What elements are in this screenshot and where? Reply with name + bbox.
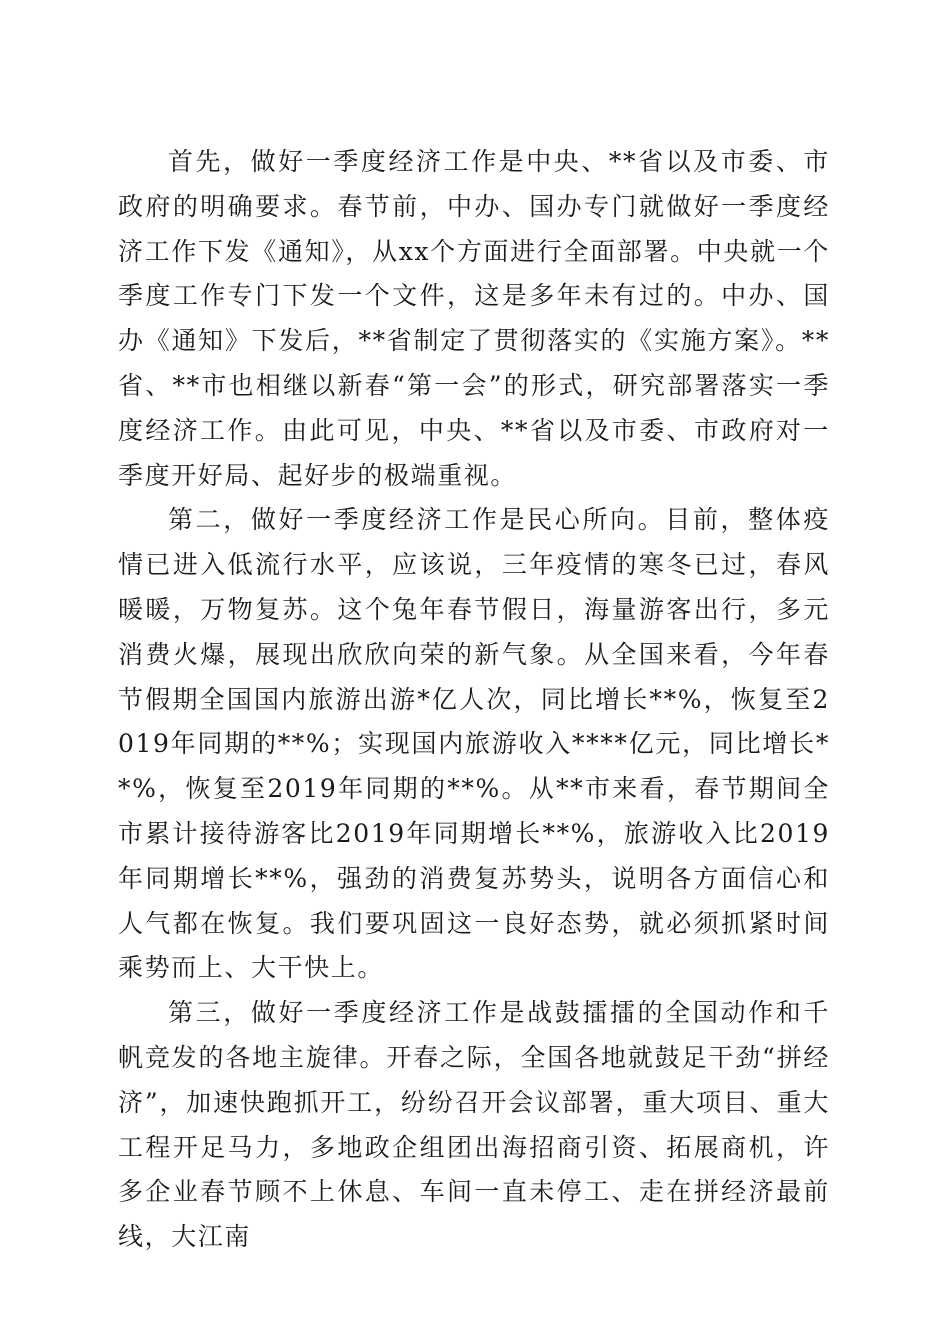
paragraph-3: 第三，做好一季度经济工作是战鼓擂擂的全国动作和千帆竞发的各地主旋律。开春之际，全国各地就鼓足干劲“拼经济”，加速快跑抓开工，纷纷召开会议部署，重大项目、重大工程开足马力，多地政企组团出海招商引资、拓展商机，许多企业春节顾不上休息、车间一直未停工、走在拼经济最前线，大江南 [118,998,830,1252]
paragraph-1: 首先，做好一季度经济工作是中央、**省以及市委、市政府的明确要求。春节前，中办、国办专门就做好一季度经济工作下发《通知》，从xx个方面进行全面部署。中央就一个季度工作专门下发一个文件，这是多年未有过的。中办、国办《通知》下发后，**省制定了贯彻落实的《实施方案》。**省、**市也相继以新春“第一会”的形式，研究部署落实一季度经济工作。由此可见，中央、**省以及市委、市政府对一季度开好局、起好步的极端重视。 [118,147,830,490]
paragraph-2: 第二，做好一季度经济工作是民心所向。目前，整体疫情已进入低流行水平，应该说，三年疫情的寒冬已过，春风暖暖，万物复苏。这个兔年春节假日，海量游客出行，多元消费火爆，展现出欣欣向荣的新气象。从全国来看，今年春节假期全国国内旅游出游*亿人次，同比增长**%，恢复至2019年同期的**%；实现国内旅游收入****亿元，同比增长**%，恢复至2019年同期的**%。从**市来看，春节期间全市累计接待游客比2019年同期增长**%，旅游收入比2019年同期增长**%，强劲的消费复苏势头，说明各方面信心和人气都在恢复。我们要巩固这一良好态势，就必须抓紧时间乘势而上、大干快上。 [118,505,830,983]
document-body [118,140,830,1260]
